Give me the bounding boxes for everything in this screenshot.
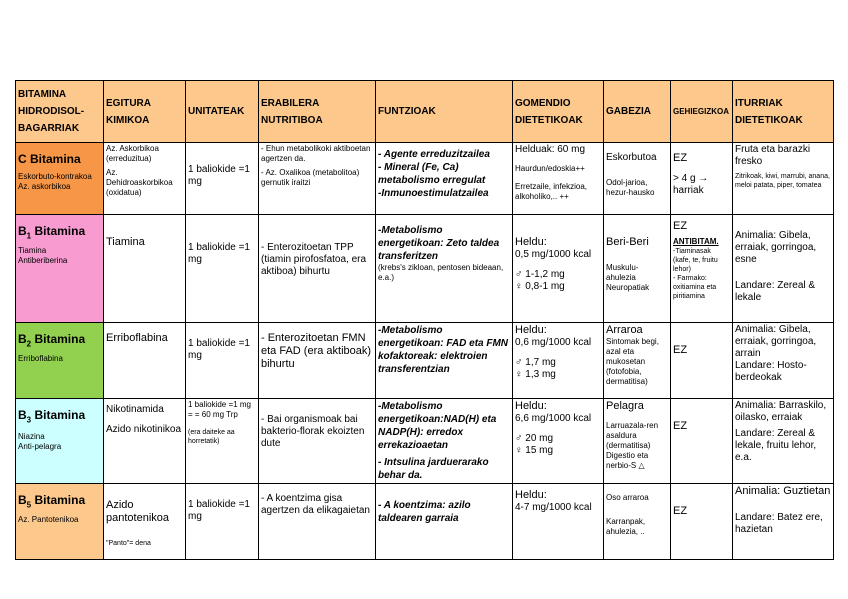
recommend-text: Heldu: bbox=[515, 236, 547, 248]
units-text: 1 baliokide =1 mg bbox=[188, 499, 250, 522]
recommend-cell bbox=[513, 484, 604, 560]
functions-cell bbox=[376, 484, 513, 560]
units-cell bbox=[186, 143, 259, 215]
excess-text: EZ bbox=[673, 420, 688, 432]
vitamin-cell bbox=[16, 143, 104, 215]
recommend-cell bbox=[513, 323, 604, 399]
recommend-text: 4-7 mg/1000 kcal bbox=[515, 502, 592, 513]
functions-cell bbox=[376, 143, 513, 215]
recommend-text: Heldu: bbox=[515, 489, 547, 501]
header-cell: GABEZIA bbox=[604, 81, 671, 143]
recommend-text: 0,5 mg/1000 kcal bbox=[515, 249, 592, 260]
excess-cell bbox=[671, 215, 733, 323]
excess-cell bbox=[671, 399, 733, 484]
structure-cell bbox=[104, 399, 186, 484]
header-cell: EGITURA KIMIKOA bbox=[104, 81, 186, 143]
recommend-cell bbox=[513, 399, 604, 484]
sources-text: Landare: Zereal & lekale, fruitu lehor, e.a. bbox=[735, 428, 817, 463]
units-cell bbox=[186, 323, 259, 399]
sources-text: Animalia: Guztietan bbox=[735, 485, 831, 497]
use-text: - Bai organismoak bai bakterio-florak ekoizten dute bbox=[261, 414, 365, 449]
units-text: 1 baliokide =1 mg bbox=[188, 242, 250, 265]
structure-text: Az. Dehidroaskorbikoa (oxidatua) bbox=[106, 168, 173, 197]
use-cell bbox=[259, 484, 376, 560]
recommend-text: Heldu: bbox=[515, 400, 547, 412]
sources-cell bbox=[733, 143, 834, 215]
vitamin-name: $B_3$ Bitamina bbox=[18, 408, 86, 425]
deficiency-text: Sintomak begi, azal eta mukosetan (fotofobia, dermatitisa) bbox=[606, 337, 659, 386]
units-text: 1 baliokide =1 mg = = 60 mg Trp bbox=[188, 400, 251, 419]
units-cell bbox=[186, 484, 259, 560]
recommend-text: Haurdun/edoskia++ bbox=[515, 164, 585, 173]
sources-text: Landare: Batez ere, hazietan bbox=[735, 512, 823, 535]
deficiency-text: Eskorbutoa bbox=[606, 152, 657, 163]
deficiency-cell bbox=[604, 215, 671, 323]
deficiency-cell bbox=[604, 323, 671, 399]
function-text: -Metabolismo energetikoan: FAD eta FMN kofaktoreak: elektroien transferentzian bbox=[378, 325, 509, 375]
functions-cell bbox=[376, 399, 513, 484]
structure-cell bbox=[104, 143, 186, 215]
recommend-row: ♀ 15 mg bbox=[515, 445, 554, 456]
excess-text: EZ bbox=[673, 152, 688, 164]
synonym: Antiberiberina bbox=[18, 256, 68, 266]
recommend-text: Helduak: 60 mg bbox=[515, 144, 586, 155]
structure-text: Erriboflabina bbox=[106, 332, 168, 344]
excess-cell bbox=[671, 484, 733, 560]
use-text: - Enterozitoetan TPP (tiamin pirofosfatoa, era aktiboa) bihurtu bbox=[261, 242, 367, 277]
deficiency-text: Pelagra bbox=[606, 400, 644, 412]
header-cell: ERABILERA NUTRITIBOA bbox=[259, 81, 376, 143]
recommend-row: ♂ 1-1,2 mg bbox=[515, 269, 565, 280]
use-cell bbox=[259, 143, 376, 215]
recommend-text: Erretzaile, infekzioa, alkoholiko,.. ++ bbox=[515, 182, 588, 201]
header-cell: BITAMINA HIDRODISOL-BAGARRIAK bbox=[16, 81, 104, 143]
sources-text: Landare: Hosto-berdeokak bbox=[735, 360, 807, 383]
deficiency-cell bbox=[604, 143, 671, 215]
header-cell: GEHIEGIZKOA bbox=[671, 81, 733, 143]
excess-text: EZ bbox=[673, 505, 688, 517]
deficiency-text: Beri-Beri bbox=[606, 236, 649, 248]
male-icon: ♂ bbox=[515, 269, 526, 280]
units-text: (era daiteke aa horretatik) bbox=[188, 429, 235, 445]
sources-text: Landare: Zereal & lekale bbox=[735, 280, 816, 303]
deficiency-text: Odol-jarioa, hezur-hausko bbox=[606, 178, 655, 197]
vitamin-name: $B_5$ Bitamina bbox=[18, 493, 86, 510]
vitamin-name: $B_2$ Bitamina bbox=[18, 332, 86, 349]
structure-cell bbox=[104, 215, 186, 323]
functions-cell bbox=[376, 323, 513, 399]
recommend-text: 6,6 mg/1000 kcal bbox=[515, 413, 592, 424]
sources-cell bbox=[733, 399, 834, 484]
header-cell: ITURRIAK DIETETIKOAK bbox=[733, 81, 834, 143]
excess-text: ANTIBITAM. bbox=[673, 237, 719, 246]
recommend-row: ♂ 1,7 mg bbox=[515, 357, 556, 368]
use-cell bbox=[259, 323, 376, 399]
structure-text: Az. Askorbikoa (erreduzitua) bbox=[106, 144, 159, 163]
female-icon: ♀ bbox=[515, 281, 526, 292]
function-text: -Metabolismo energetikoan: Zeto taldea transferitzen bbox=[378, 225, 500, 262]
sources-text: Zitrikoak, kiwi, marrubi, anana, meloi patata, piper, tomatea bbox=[735, 173, 830, 189]
function-text: -Inmunoestimulatzailea bbox=[378, 188, 489, 199]
excess-cell bbox=[671, 143, 733, 215]
structure-text: Nikotinamida bbox=[106, 404, 164, 415]
units-cell bbox=[186, 215, 259, 323]
units-text: 1 baliokide =1 mg bbox=[188, 164, 250, 187]
units-cell bbox=[186, 399, 259, 484]
recommend-cell bbox=[513, 215, 604, 323]
deficiency-text: Oso arraroa bbox=[606, 493, 649, 502]
header-cell: GOMENDIO DIETETIKOAK bbox=[513, 81, 604, 143]
recommend-text: Heldu: bbox=[515, 324, 547, 336]
structure-text: Tiamina bbox=[106, 236, 145, 248]
structure-text: Azido nikotinikoa bbox=[106, 424, 182, 435]
sources-text: Animalia: Gibela, erraiak, gorringoa, arrain bbox=[735, 324, 817, 359]
sources-cell bbox=[733, 484, 834, 560]
header-cell: FUNTZIOAK bbox=[376, 81, 513, 143]
structure-text: Azido pantotenikoa bbox=[106, 499, 169, 524]
deficiency-text: Larruazala-ren asaldura (dermatitisa) Digestio eta nerbio-S △ bbox=[606, 421, 659, 470]
synonym: Az. Pantotenikoa bbox=[18, 515, 79, 525]
deficiency-text: Arraroa bbox=[606, 324, 643, 336]
sources-cell bbox=[733, 215, 834, 323]
table-row bbox=[16, 484, 834, 560]
recommend-text: 0,6 mg/1000 kcal bbox=[515, 337, 592, 348]
function-text: -Metabolismo energetikoan:NAD(H) eta NADP(H): erredox errekazioaetan bbox=[378, 401, 497, 451]
functions-cell bbox=[376, 215, 513, 323]
header-row bbox=[16, 81, 834, 143]
male-icon: ♂ bbox=[515, 357, 526, 368]
vitamin-name: $B_1$ Bitamina bbox=[18, 224, 86, 241]
function-text: - Intsulina jarduerarako behar da. bbox=[378, 457, 489, 481]
deficiency-text: Muskulu-ahulezia Neuropatiak bbox=[606, 263, 650, 292]
units-text: 1 baliokide =1 mg bbox=[188, 338, 250, 361]
recommend-row: ♂ 20 mg bbox=[515, 433, 554, 444]
deficiency-cell bbox=[604, 484, 671, 560]
structure-cell bbox=[104, 484, 186, 560]
recommend-row: ♀ 1,3 mg bbox=[515, 369, 556, 380]
header-cell: UNITATEAK bbox=[186, 81, 259, 143]
vitamin-cell bbox=[16, 323, 104, 399]
use-text: - Az. Oxalikoa (metabolitoa) gernutik iraitzi bbox=[261, 168, 360, 187]
male-icon: ♂ bbox=[515, 433, 526, 444]
recommend-row: ♀ 0,8-1 mg bbox=[515, 281, 565, 292]
function-text: (krebs's zikloan, pentosen bideaan, e.a.) bbox=[378, 263, 504, 282]
recommend-cell bbox=[513, 143, 604, 215]
synonym: Tiamina bbox=[18, 246, 47, 256]
use-text: - Ehun metabolikoki aktiboetan agertzen da. bbox=[261, 144, 371, 163]
sources-cell bbox=[733, 323, 834, 399]
sources-text: Fruta eta barazki fresko bbox=[735, 144, 811, 167]
table-row bbox=[16, 323, 834, 399]
excess-text: -Tiaminasak (kafe, te, fruitu lehor) bbox=[673, 248, 718, 273]
function-text: - A koentzima: azilo taldearen garraia bbox=[378, 500, 471, 524]
structure-text: "Panto"= dena bbox=[106, 540, 151, 547]
vitamins-table bbox=[15, 80, 834, 560]
use-text: - A koentzima gisa agertzen da elikagaietan bbox=[261, 493, 370, 516]
excess-text: > 4 g → harriak bbox=[673, 173, 709, 196]
sources-text: Animalia: Gibela, erraiak, gorringoa, esne bbox=[735, 230, 817, 265]
synonym: Anti-pelagra bbox=[18, 442, 62, 452]
excess-text: EZ bbox=[673, 344, 688, 356]
function-text: - Agente erreduzitzailea bbox=[378, 149, 490, 160]
deficiency-cell bbox=[604, 399, 671, 484]
structure-cell bbox=[104, 323, 186, 399]
sources-text: Animalia: Barraskilo, oilasko, erraiak bbox=[735, 400, 827, 423]
synonym: Az. askorbikoa bbox=[18, 182, 71, 191]
vitamin-cell bbox=[16, 484, 104, 560]
excess-cell bbox=[671, 323, 733, 399]
use-text: - Enterozitoetan FMN eta FAD (era aktiboak) bihurtu bbox=[261, 332, 372, 370]
synonym: Eskorbuto-kontrakoa bbox=[18, 172, 92, 181]
function-text: - Mineral (Fe, Ca) metabolismo erregulat bbox=[378, 162, 486, 186]
vitamin-cell bbox=[16, 399, 104, 484]
synonym: Erriboflabina bbox=[18, 354, 63, 364]
deficiency-text: Karranpak, ahulezia, .. bbox=[606, 517, 646, 536]
vitamin-cell bbox=[16, 215, 104, 323]
female-icon: ♀ bbox=[515, 445, 526, 456]
table-row bbox=[16, 215, 834, 323]
use-cell bbox=[259, 399, 376, 484]
synonym: Niazina bbox=[18, 432, 45, 442]
use-cell bbox=[259, 215, 376, 323]
female-icon: ♀ bbox=[515, 369, 526, 380]
excess-text: EZ bbox=[673, 220, 688, 232]
table-row bbox=[16, 143, 834, 215]
table-row bbox=[16, 399, 834, 484]
vitamin-name: C Bitamina bbox=[18, 152, 81, 166]
excess-text: - Farmako: oxitiamina eta piritiamina bbox=[673, 275, 717, 300]
